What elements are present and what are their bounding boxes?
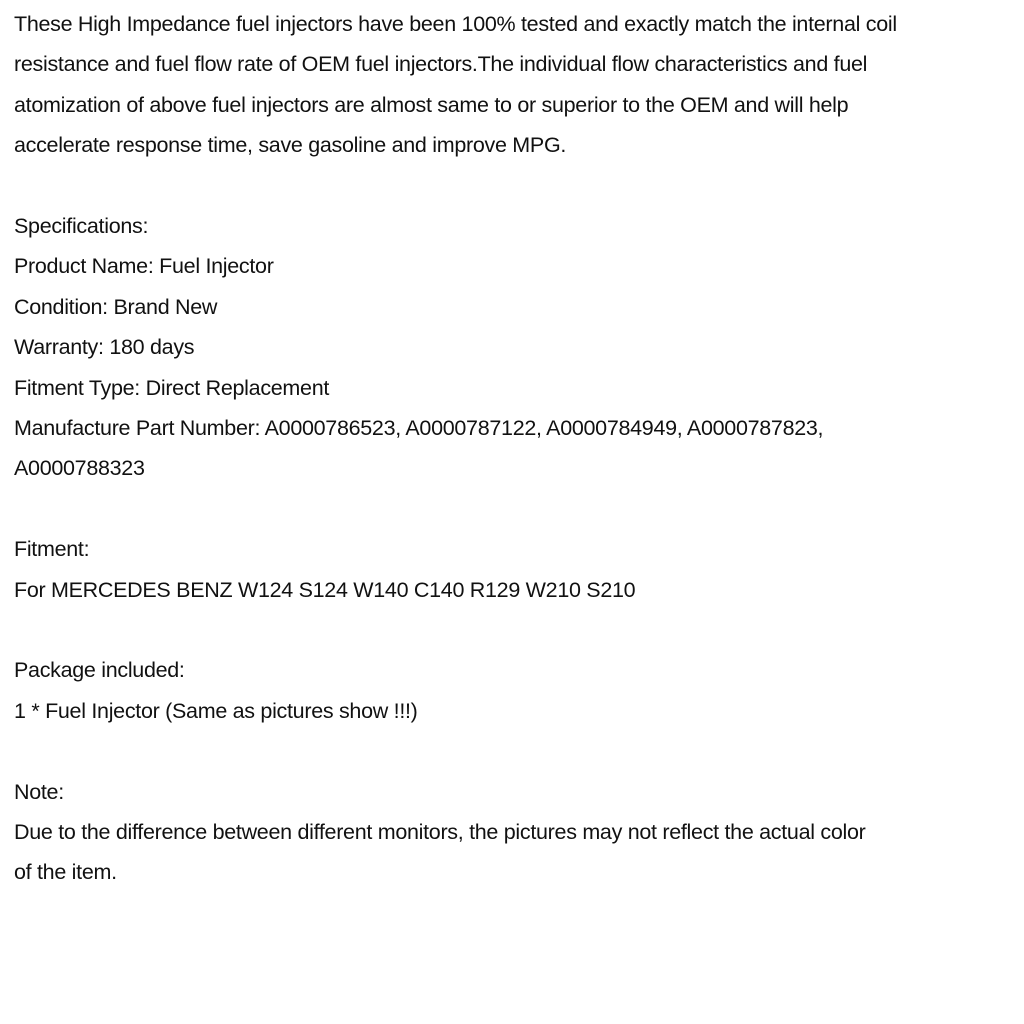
spec-condition: Condition: Brand New [14, 294, 218, 319]
spec-part-number-continued: A0000788323 [14, 456, 145, 481]
intro-line: atomization of above fuel injectors are almost same to or superior to the OEM and will help [14, 92, 849, 117]
product-description [14, 4, 1014, 893]
note-section [14, 772, 1014, 893]
intro-line: These High Impedance fuel injectors have been 100% tested and exactly match the internal coil [14, 12, 897, 36]
spec-fitment-type: Fitment Type: Direct Replacement [14, 375, 330, 400]
spec-product-name: Product Name: Fuel Injector [14, 254, 274, 279]
paragraph-spacer [14, 610, 1014, 650]
spec-warranty: Warranty: 180 days [14, 335, 195, 360]
note-heading: Note: [14, 779, 64, 804]
intro-line: accelerate response time, save gasoline and improve MPG. [14, 133, 567, 158]
package-heading: Package included: [14, 658, 185, 683]
fitment-heading: Fitment: [14, 537, 90, 562]
fitment-text: For MERCEDES BENZ W124 S124 W140 C140 R129 W210 S210 [14, 577, 636, 602]
package-section [14, 650, 1014, 731]
fitment-section [14, 529, 1014, 610]
paragraph-spacer [14, 166, 1014, 206]
note-text-continued: of the item. [14, 860, 117, 885]
package-text: 1 * Fuel Injector (Same as pictures show !!!) [14, 698, 418, 723]
paragraph-spacer [14, 489, 1014, 529]
intro-line: resistance and fuel flow rate of OEM fuel injectors.The individual flow characteristics and fuel [14, 52, 868, 77]
note-text: Due to the difference between different monitors, the pictures may not reflect the actual color [14, 820, 866, 845]
spec-part-number: Manufacture Part Number: A0000786523, A0000787122, A0000784949, A0000787823, [14, 416, 824, 441]
specifications-heading: Specifications: [14, 214, 149, 239]
specifications-section [14, 206, 1014, 489]
intro-paragraph [14, 4, 1014, 166]
paragraph-spacer [14, 731, 1014, 771]
